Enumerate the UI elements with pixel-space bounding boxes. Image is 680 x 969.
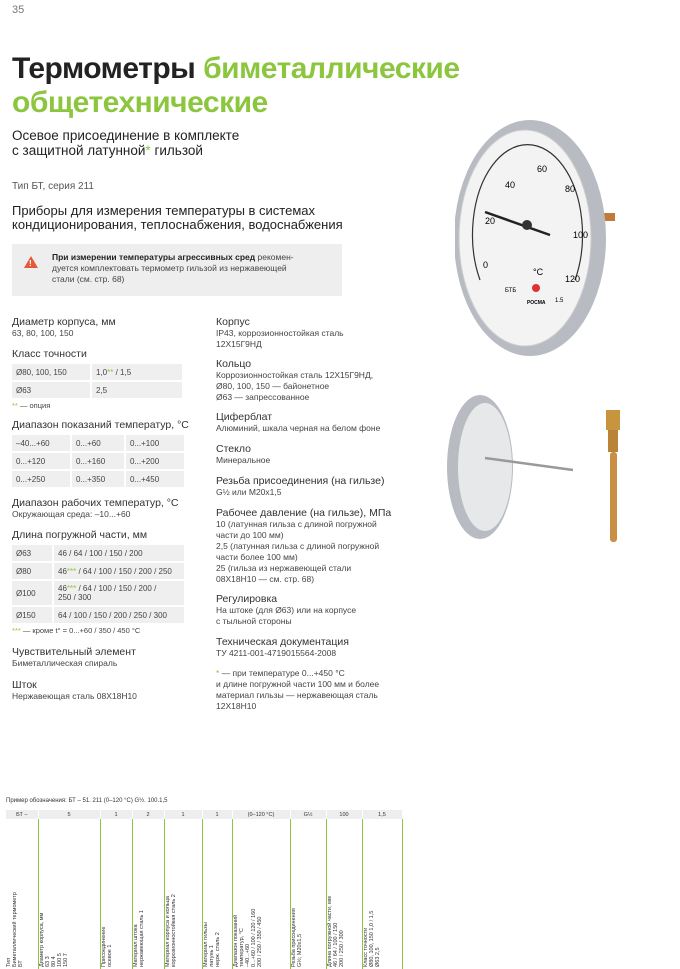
- designation-col-type: Тип Биметаллический термометр БТ: [6, 819, 38, 969]
- brand-logo-icon: [532, 284, 540, 292]
- rod-label: Шток: [12, 679, 37, 691]
- designation-title: Пример обозначения: БТ – 51. 211 (0–120 °С) G½. 100.1,5: [6, 798, 168, 804]
- right-note: * — при температуре 0...+450 °С и длине погружной части 100 мм и более материал гильзы — нержавеющая сталь 12Х18Н10: [216, 668, 380, 711]
- title-black: Термометры: [12, 52, 196, 85]
- gauge-model: БТБ: [505, 288, 517, 294]
- thread-label: Резьба присоединения (на гильзе): [216, 475, 385, 487]
- sleeve-head: [606, 410, 620, 430]
- sleeve-tube: [610, 452, 617, 542]
- page-title: [12, 52, 460, 86]
- dial-label: Циферблат: [216, 411, 273, 423]
- right-specs: Корпус IP43, коррозионностойкая сталь 12Х15Г9НД Кольцо Коррозионностойкая сталь 12Х15Г9НД, Ø80, 100, 150 — байонетное Ø63 — запрессованное Циферблат Алюминий, шкала черная на белом фоне Стекло Минеральное Резьба присоединения (на гильзе) G½ или М20х1,5 Рабочее давление (на гильзе), МПа 10 (латунная гильза с длиной погружной части до 100 мм) 2,5 (латунная гильза с длиной погружной части более 100 мм) 25 (гильза из нержавеющей стали 08Х18Н10 — см. стр. 68) Регулировка На штоке (для Ø63) или на корпусе с тыльной стороны Техническая документация ТУ 4211-001-4719015564-2008 * — при температуре 0...+450 °С и длине погружной части 100 мм и более материал гильзы — нержавеющая сталь 12Х18Н10: [216, 316, 416, 712]
- gauge-tick-label: 40: [505, 180, 516, 190]
- gauge-dial: [459, 130, 591, 346]
- section-heading: Приборы для измерения температуры в системах кондиционирования, теплоснабжения, водоснабжения: [12, 203, 343, 232]
- warning-exclamation: !: [29, 259, 32, 268]
- gauge-tick-label: 60: [537, 164, 548, 174]
- gauge-brand: РОСМА: [527, 300, 546, 306]
- working-label: Диапазон рабочих температур, °С: [12, 497, 179, 509]
- diameter-value: 63, 80, 100, 150: [12, 328, 74, 338]
- table-row: Ø80, 100, 150 1,0** / 1,5: [12, 364, 182, 380]
- designation-col-length: Длина погружной части, мм 46 / 64 / 100 / 150 200 / 250 / 300: [326, 819, 362, 969]
- designation-col-connection: Присоединение осевое 1: [100, 819, 132, 969]
- subtitle-line2: с защитной латунной* гильзой: [12, 143, 203, 158]
- thermometer-gauge-image: [455, 120, 615, 360]
- sensor-value: Биметаллическая спираль: [12, 658, 118, 668]
- designation-table: [6, 810, 403, 969]
- rod-value: Нержавеющая сталь 08Х18Н10: [12, 691, 137, 701]
- range-label: Диапазон показаний температур, °С: [12, 419, 189, 431]
- table-row: Ø100 46*** / 64 / 100 / 150 / 200 / 250 / 300: [12, 581, 184, 605]
- warning-box: При измерении температуры агрессивных сред рекомен- дуется комплектовать термометр гильзой из нержавеющей стали (см. стр. 68): [12, 244, 342, 296]
- accuracy-table: [10, 362, 184, 400]
- type-series: Тип БТ, серия 211: [12, 181, 94, 192]
- gauge-tick-label: 0: [483, 260, 489, 270]
- designation-col-sleeve: Материал гильзы латунь 1 нерж. сталь 2: [202, 819, 232, 969]
- designation-col-diameter: Диаметр корпуса, мм 63 3 80 4 100 5 150 7: [38, 819, 100, 969]
- immersion-table: [10, 543, 186, 625]
- gauge-tick-label: 80: [565, 184, 576, 194]
- immersion-note: *** — кроме t° = 0...+60 / 350 / 450 °С: [12, 626, 141, 635]
- table-row: Ø63 2,5: [12, 382, 182, 398]
- page-title-line2: общетехнические: [12, 86, 268, 119]
- gauge-class: 1.5: [555, 298, 564, 304]
- gauge-unit: °C: [533, 267, 544, 277]
- table-row: 0...+250 0...+350 0...+450: [12, 471, 184, 487]
- range-table: [10, 433, 186, 489]
- accuracy-label: Класс точности: [12, 348, 87, 360]
- glass-label: Стекло: [216, 443, 251, 455]
- gauge-tick-label: 20: [485, 216, 496, 226]
- protective-sleeve-image: [600, 410, 626, 545]
- designation-col-class: Класс точности Ø80, 100, 150 1,0 / 1,5 Ø63 2,5: [362, 819, 402, 969]
- gauge-tick-label: 120: [565, 274, 581, 284]
- sleeve-thread: [608, 430, 618, 452]
- table-row: –40...+60 0...+60 0...+100: [12, 435, 184, 451]
- designation-header-row: БТ – 5 1 2 1 1 (0–120 °С) G½ 100 1,5: [6, 810, 402, 819]
- designation-col-rod: Материал штока нержавеющая сталь 1: [132, 819, 164, 969]
- table-row: Ø150 64 / 100 / 150 / 200 / 250 / 300: [12, 607, 184, 623]
- ring-label: Кольцо: [216, 358, 252, 370]
- designation-col-thread: Резьба присоединения G½; М20х1,5: [290, 819, 326, 969]
- table-row: Ø80 46*** / 64 / 100 / 150 / 200 / 250: [12, 563, 184, 579]
- body-label: Корпус: [216, 316, 250, 328]
- docs-label: Техническая документация: [216, 636, 349, 648]
- working-value: Окружающая среда: –10...+60: [12, 509, 131, 519]
- immersion-label: Длина погружной части, мм: [12, 529, 148, 541]
- accuracy-note: ** — опция: [12, 401, 51, 410]
- gauge-tick-label: 100: [573, 230, 589, 240]
- title-green: биметаллические: [203, 52, 460, 85]
- designation-block: [6, 798, 416, 969]
- gauge-logo-icon: [522, 220, 532, 230]
- side-back: [458, 403, 512, 531]
- table-row: Ø63 46 / 64 / 100 / 150 / 200: [12, 545, 184, 561]
- designation-body-row: [6, 819, 402, 969]
- diameter-label: Диаметр корпуса, мм: [12, 316, 116, 328]
- thermometer-side-image: [445, 392, 585, 542]
- adjust-label: Регулировка: [216, 593, 278, 605]
- page-number: 35: [12, 4, 25, 16]
- subtitle: [12, 128, 312, 158]
- designation-col-body: Материал корпуса и кольца коррозионностойкая сталь 2: [164, 819, 202, 969]
- sensor-label: Чувствительный элемент: [12, 646, 136, 658]
- table-row: 0...+120 0...+160 0...+200: [12, 453, 184, 469]
- left-specs: [12, 316, 202, 702]
- pressure-label: Рабочее давление (на гильзе), МПа: [216, 507, 392, 519]
- designation-col-range: Диапазон показаний температур, °С –40...+60 0...+60 / 100 / 120 / 160 200 / 250 / 350 / 450: [232, 819, 290, 969]
- subtitle-line1: Осевое присоединение в комплекте: [12, 128, 240, 143]
